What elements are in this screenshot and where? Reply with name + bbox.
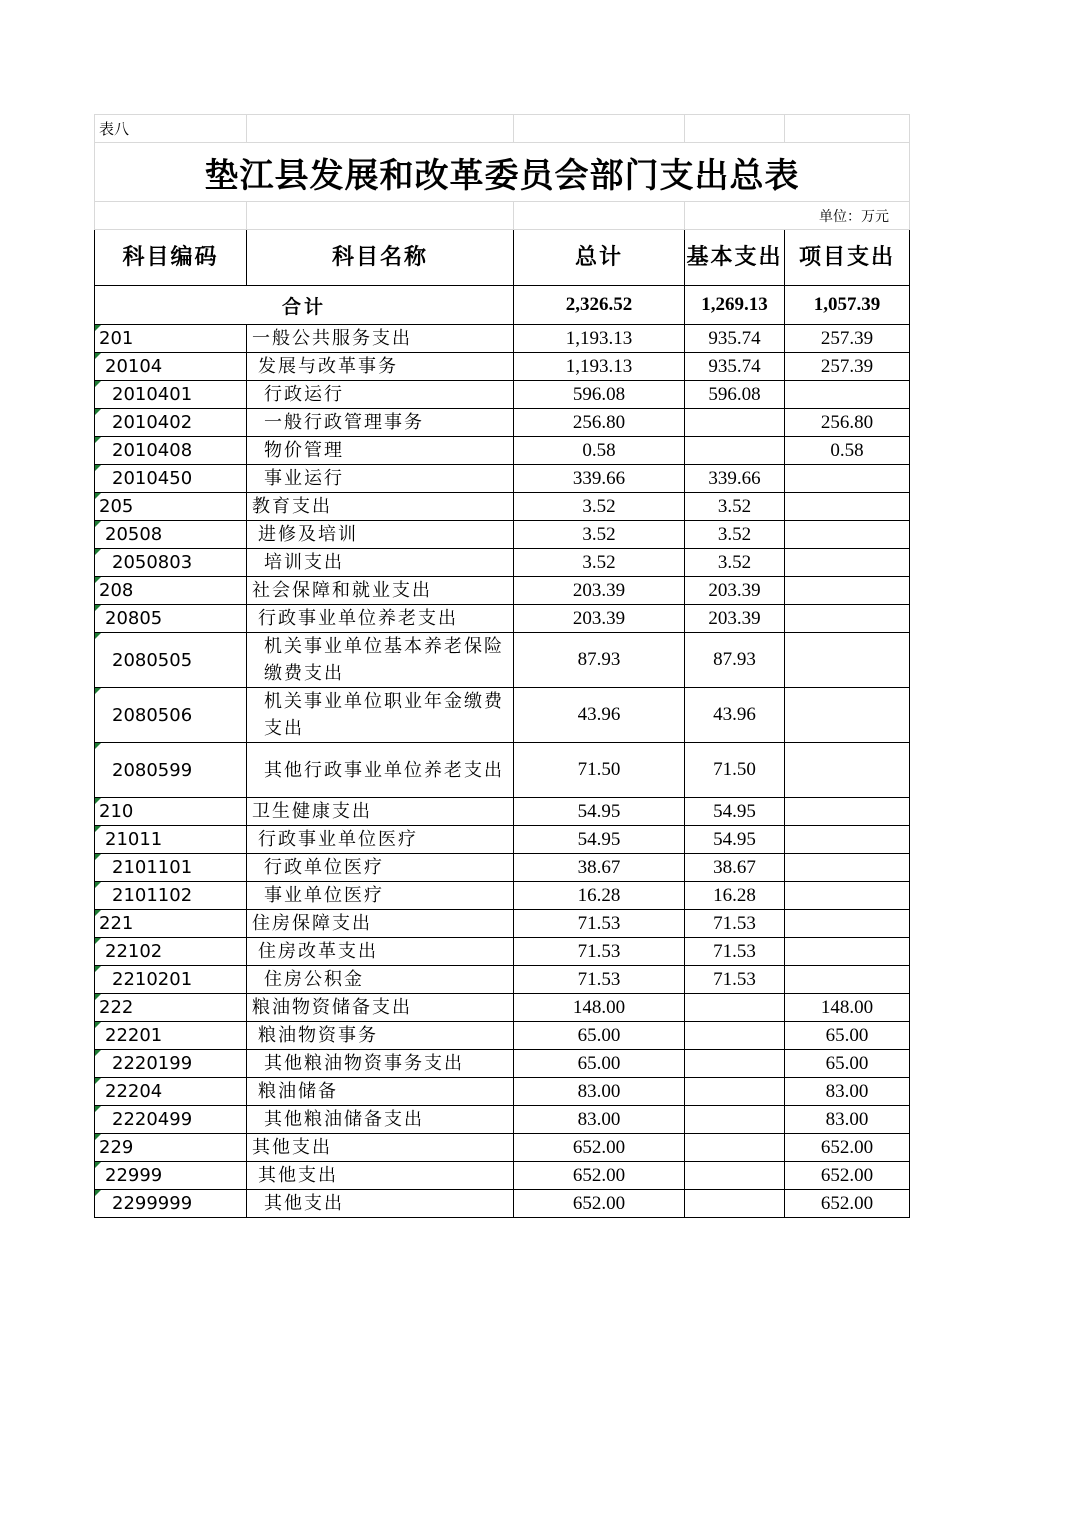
row-basic: 71.53: [685, 938, 785, 966]
table-row: [95, 549, 910, 577]
row-basic: [685, 1190, 785, 1218]
row-code: 210: [95, 798, 247, 826]
row-name: 粮油物资事务: [247, 1022, 514, 1050]
row-total: 87.93: [514, 633, 685, 688]
table-row: [95, 882, 910, 910]
table-row: [95, 688, 910, 743]
row-name: 机关事业单位职业年金缴费支出: [247, 688, 514, 743]
table-row: [95, 325, 910, 353]
row-project: [785, 381, 910, 409]
row-name: 其他行政事业单位养老支出: [247, 743, 514, 798]
row-code: 22999: [95, 1162, 247, 1190]
row-basic: [685, 409, 785, 437]
table-row: [95, 521, 910, 549]
row-code: 2080506: [95, 688, 247, 743]
row-basic: [685, 1050, 785, 1078]
row-total: 83.00: [514, 1078, 685, 1106]
row-project: 652.00: [785, 1134, 910, 1162]
table-row: [95, 493, 910, 521]
row-project: [785, 826, 910, 854]
row-code: 2080599: [95, 743, 247, 798]
table-row: [95, 854, 910, 882]
row-code: 20104: [95, 353, 247, 381]
row-basic: [685, 1078, 785, 1106]
table-row: [95, 1050, 910, 1078]
header-total: 总计: [514, 230, 685, 286]
row-name: 其他粮油物资事务支出: [247, 1050, 514, 1078]
row-total: 3.52: [514, 521, 685, 549]
row-project: [785, 549, 910, 577]
row-project: [785, 465, 910, 493]
row-basic: 3.52: [685, 521, 785, 549]
table-row: [95, 826, 910, 854]
row-total: 3.52: [514, 493, 685, 521]
row-code: 201: [95, 325, 247, 353]
row-basic: [685, 1162, 785, 1190]
row-code: 2220199: [95, 1050, 247, 1078]
row-project: 256.80: [785, 409, 910, 437]
row-total: 16.28: [514, 882, 685, 910]
row-project: [785, 633, 910, 688]
table-row: [95, 1022, 910, 1050]
row-code: 2010402: [95, 409, 247, 437]
expenditure-table: [94, 114, 910, 1218]
row-name: 一般行政管理事务: [247, 409, 514, 437]
row-name: 行政单位医疗: [247, 854, 514, 882]
summary-project: 1,057.39: [785, 286, 910, 325]
row-total: 652.00: [514, 1162, 685, 1190]
row-total: 71.53: [514, 910, 685, 938]
row-project: 83.00: [785, 1106, 910, 1134]
row-code: 205: [95, 493, 247, 521]
row-code: 229: [95, 1134, 247, 1162]
row-total: 652.00: [514, 1134, 685, 1162]
row-code: 2220499: [95, 1106, 247, 1134]
unit-label: 单位：万元: [685, 202, 910, 230]
row-name: 机关事业单位基本养老保险缴费支出: [247, 633, 514, 688]
row-name: 培训支出: [247, 549, 514, 577]
table-row: [95, 577, 910, 605]
page-title: 垫江县发展和改革委员会部门支出总表: [95, 143, 910, 202]
row-total: 652.00: [514, 1190, 685, 1218]
row-name: 事业单位医疗: [247, 882, 514, 910]
row-basic: 71.53: [685, 910, 785, 938]
row-project: 257.39: [785, 325, 910, 353]
table-row: [95, 381, 910, 409]
table-row: [95, 966, 910, 994]
row-project: [785, 521, 910, 549]
row-project: 652.00: [785, 1190, 910, 1218]
unit-row: [95, 202, 910, 230]
row-name: 卫生健康支出: [247, 798, 514, 826]
row-name: 行政事业单位医疗: [247, 826, 514, 854]
row-total: 65.00: [514, 1050, 685, 1078]
table-row: [95, 633, 910, 688]
table-row: [95, 1078, 910, 1106]
header-row: [95, 230, 910, 286]
row-project: [785, 743, 910, 798]
table-row: [95, 1190, 910, 1218]
row-project: 652.00: [785, 1162, 910, 1190]
row-code: 22102: [95, 938, 247, 966]
row-basic: 54.95: [685, 798, 785, 826]
row-name: 住房公积金: [247, 966, 514, 994]
title-row: [95, 143, 910, 202]
row-project: 148.00: [785, 994, 910, 1022]
row-code: 20508: [95, 521, 247, 549]
summary-label: 合计: [95, 286, 514, 325]
row-total: 1,193.13: [514, 353, 685, 381]
row-name: 其他支出: [247, 1190, 514, 1218]
row-total: 54.95: [514, 826, 685, 854]
row-basic: 16.28: [685, 882, 785, 910]
row-name: 粮油物资储备支出: [247, 994, 514, 1022]
row-total: 339.66: [514, 465, 685, 493]
row-basic: 71.53: [685, 966, 785, 994]
table-row: [95, 910, 910, 938]
row-basic: [685, 1134, 785, 1162]
sheet-tag-row: [95, 115, 910, 143]
row-name: 住房改革支出: [247, 938, 514, 966]
table-row: [95, 798, 910, 826]
row-name: 住房保障支出: [247, 910, 514, 938]
row-name: 其他粮油储备支出: [247, 1106, 514, 1134]
row-name: 进修及培训: [247, 521, 514, 549]
row-code: 222: [95, 994, 247, 1022]
row-total: 83.00: [514, 1106, 685, 1134]
header-basic: 基本支出: [685, 230, 785, 286]
row-project: [785, 966, 910, 994]
header-name: 科目名称: [247, 230, 514, 286]
table-row: [95, 409, 910, 437]
summary-basic: 1,269.13: [685, 286, 785, 325]
row-basic: [685, 437, 785, 465]
header-project: 项目支出: [785, 230, 910, 286]
row-project: 65.00: [785, 1022, 910, 1050]
row-code: 2101102: [95, 882, 247, 910]
row-code: 2010408: [95, 437, 247, 465]
row-name: 物价管理: [247, 437, 514, 465]
row-basic: 43.96: [685, 688, 785, 743]
row-total: 54.95: [514, 798, 685, 826]
row-code: 221: [95, 910, 247, 938]
row-total: 71.50: [514, 743, 685, 798]
row-project: [785, 493, 910, 521]
row-basic: 935.74: [685, 325, 785, 353]
row-code: 2210201: [95, 966, 247, 994]
row-basic: 3.52: [685, 493, 785, 521]
table-row: [95, 994, 910, 1022]
row-total: 65.00: [514, 1022, 685, 1050]
row-total: 43.96: [514, 688, 685, 743]
row-code: 21011: [95, 826, 247, 854]
row-code: 2299999: [95, 1190, 247, 1218]
header-code: 科目编码: [95, 230, 247, 286]
table-row: [95, 938, 910, 966]
row-basic: 87.93: [685, 633, 785, 688]
row-project: [785, 577, 910, 605]
row-basic: 935.74: [685, 353, 785, 381]
row-project: 65.00: [785, 1050, 910, 1078]
row-project: 83.00: [785, 1078, 910, 1106]
row-project: [785, 605, 910, 633]
row-basic: 203.39: [685, 577, 785, 605]
row-project: 0.58: [785, 437, 910, 465]
table-row: [95, 743, 910, 798]
table-row: [95, 1162, 910, 1190]
row-name: 社会保障和就业支出: [247, 577, 514, 605]
row-project: [785, 882, 910, 910]
row-basic: 203.39: [685, 605, 785, 633]
row-name: 教育支出: [247, 493, 514, 521]
sheet-tag: 表八: [95, 115, 247, 143]
row-name: 行政运行: [247, 381, 514, 409]
table-row: [95, 353, 910, 381]
row-basic: [685, 1106, 785, 1134]
row-name: 发展与改革事务: [247, 353, 514, 381]
row-total: 0.58: [514, 437, 685, 465]
table-row: [95, 1106, 910, 1134]
row-total: 71.53: [514, 938, 685, 966]
row-basic: 38.67: [685, 854, 785, 882]
row-name: 行政事业单位养老支出: [247, 605, 514, 633]
row-basic: [685, 1022, 785, 1050]
summary-row: [95, 286, 910, 325]
row-basic: 339.66: [685, 465, 785, 493]
row-code: 2101101: [95, 854, 247, 882]
row-basic: [685, 994, 785, 1022]
row-basic: 71.50: [685, 743, 785, 798]
row-project: [785, 688, 910, 743]
row-basic: 596.08: [685, 381, 785, 409]
row-name: 事业运行: [247, 465, 514, 493]
row-project: [785, 938, 910, 966]
row-code: 2010401: [95, 381, 247, 409]
row-total: 203.39: [514, 605, 685, 633]
row-total: 3.52: [514, 549, 685, 577]
row-name: 其他支出: [247, 1134, 514, 1162]
row-project: [785, 854, 910, 882]
row-code: 2080505: [95, 633, 247, 688]
table-row: [95, 1134, 910, 1162]
row-project: 257.39: [785, 353, 910, 381]
table-row: [95, 605, 910, 633]
row-name: 其他支出: [247, 1162, 514, 1190]
row-total: 203.39: [514, 577, 685, 605]
row-basic: 3.52: [685, 549, 785, 577]
row-total: 1,193.13: [514, 325, 685, 353]
table-row: [95, 465, 910, 493]
expenditure-sheet: [94, 114, 909, 1218]
summary-total: 2,326.52: [514, 286, 685, 325]
row-code: 2010450: [95, 465, 247, 493]
row-project: [785, 910, 910, 938]
row-total: 256.80: [514, 409, 685, 437]
row-code: 2050803: [95, 549, 247, 577]
row-total: 596.08: [514, 381, 685, 409]
row-project: [785, 798, 910, 826]
row-code: 20805: [95, 605, 247, 633]
row-total: 71.53: [514, 966, 685, 994]
row-code: 22201: [95, 1022, 247, 1050]
row-code: 208: [95, 577, 247, 605]
row-total: 148.00: [514, 994, 685, 1022]
row-code: 22204: [95, 1078, 247, 1106]
row-total: 38.67: [514, 854, 685, 882]
row-name: 粮油储备: [247, 1078, 514, 1106]
row-name: 一般公共服务支出: [247, 325, 514, 353]
row-basic: 54.95: [685, 826, 785, 854]
table-row: [95, 437, 910, 465]
